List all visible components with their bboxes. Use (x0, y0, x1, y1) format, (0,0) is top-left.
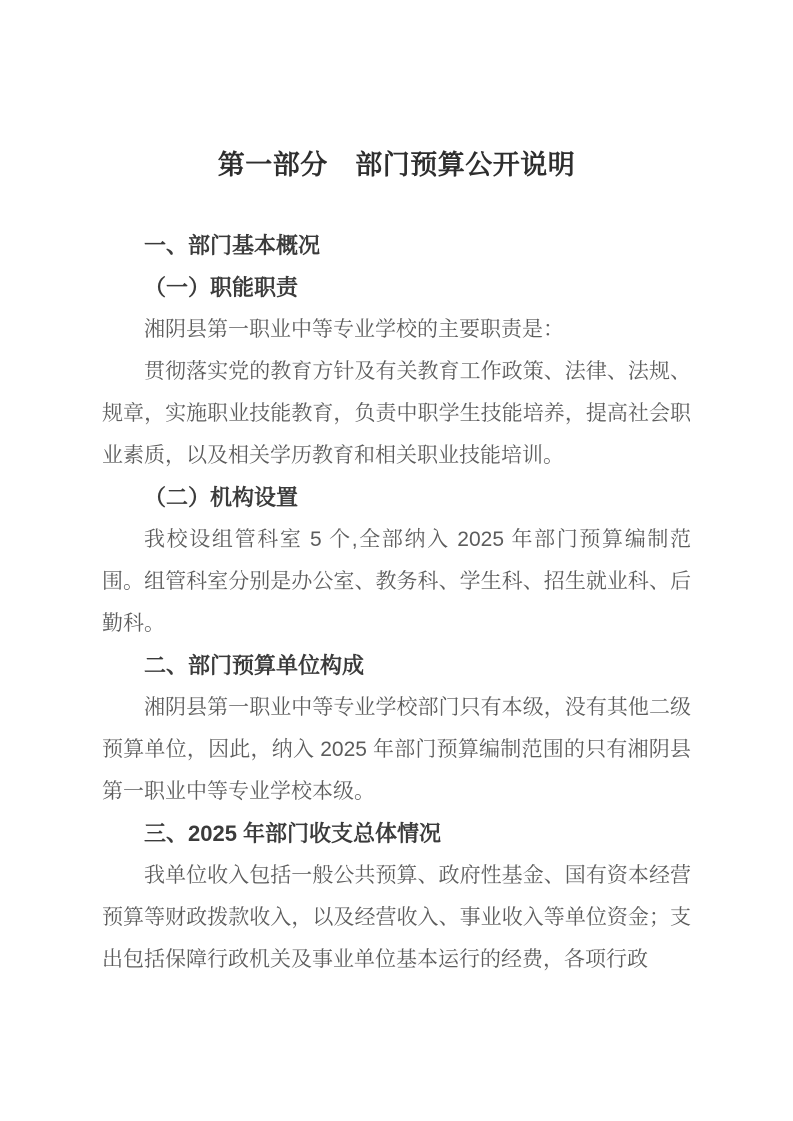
subsection-heading-1-1: （一）职能职责 (144, 275, 299, 300)
section-heading-1: 一、部门基本概况 (144, 233, 321, 258)
paragraph-main-duty-intro: 湘阴县第一职业中等专业学校的主要职责是： (144, 318, 564, 341)
document-title: 第一部分 部门预算公开说明 (217, 150, 576, 180)
subsection-heading-1-2: （二）机构设置 (144, 485, 299, 510)
document-body (102, 144, 691, 981)
section-heading-2: 二、部门预算单位构成 (144, 653, 365, 678)
paragraph-duties-detail: 贯彻落实党的教育方针及有关教育工作政策、法律、法规、规章，实施职业技能教育，负责中职学生技能培养，提高社会职业素质，以及相关学历教育和相关职业技能培训。 (102, 360, 691, 467)
section-heading-3: 三、2025 年部门收支总体情况 (144, 821, 442, 846)
paragraph-income-expenditure-overview: 我单位收入包括一般公共预算、政府性基金、国有资本经营预算等财政拨款收入，以及经营收入、事业收入等单位资金；支出包括保障行政机关及事业单位基本运行的经费，各项行政 (102, 864, 691, 971)
paragraph-org-structure: 我校设组管科室 5 个,全部纳入 2025 年部门预算编制范围。组管科室分别是办公室、教务科、学生科、招生就业科、后勤科。 (102, 528, 691, 635)
paragraph-budget-units: 湘阴县第一职业中等专业学校部门只有本级，没有其他二级预算单位，因此，纳入 2025 年部门预算编制范围的只有湘阴县第一职业中等专业学校本级。 (102, 696, 691, 803)
